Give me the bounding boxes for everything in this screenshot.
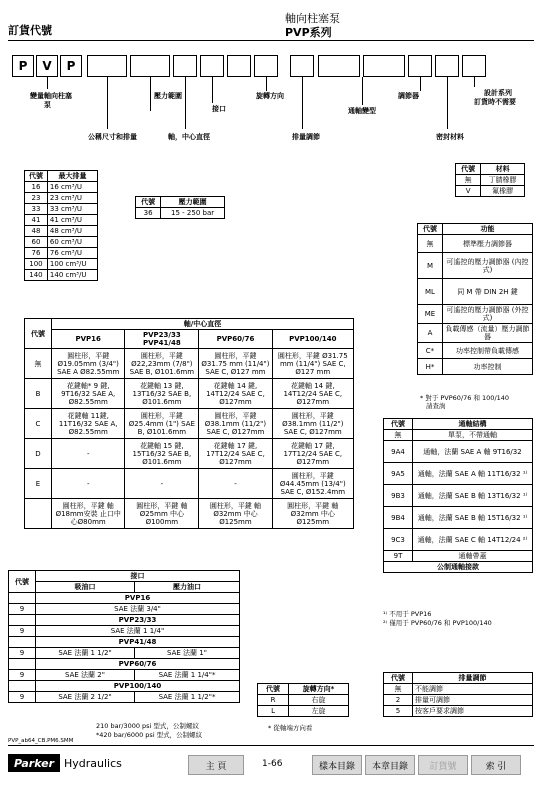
code-letter-p2: P	[60, 55, 82, 77]
code-box-design	[462, 55, 486, 77]
table-row: V 氟橡膠	[456, 186, 525, 197]
code-box-port	[200, 55, 224, 77]
chapter-toc-button[interactable]: 本章目錄	[365, 755, 415, 775]
code-box-through-2	[363, 55, 405, 77]
through-note-2: ²⁾ 僅用于 PVP60/76 和 PVP100/140	[383, 619, 492, 627]
code-letter-p1: P	[12, 55, 34, 77]
label-pump-adjust: 排量調節	[292, 133, 320, 141]
table-row: 41 41 cm³/U	[25, 215, 98, 226]
table-row: 9 SAE 法蘭 1 1/2" SAE 法蘭 1"	[9, 648, 240, 659]
home-button[interactable]: 主 頁	[188, 755, 244, 775]
table-row: 36 15 - 250 bar	[136, 208, 225, 219]
table-row: 9 SAE 法蘭 1 1/4"	[9, 626, 240, 637]
table-row: 9A4 通軸，法蘭 SAE A 軸 9T16/32	[384, 441, 533, 463]
page-title: 訂貨代號	[8, 24, 52, 37]
table-row: 140 140 cm³/U	[25, 270, 98, 281]
control-note-2: 請查詢	[426, 402, 446, 410]
product-subtitle: 軸向柱塞泵	[285, 12, 340, 25]
code-box-shaft	[173, 55, 197, 77]
control-table: 代號 功能 無 標準壓力調節器 M 可遙控的壓力調節器 (內控式) ML 同 M 帶 DIN 2H 鍵 ME 可遙控的壓力調節器 (外控式) A 負載傳感（流量）壓力調節器 C* 功率控制帶負載傳感 H* 功率控制	[417, 223, 533, 375]
label-control: 調節器	[398, 92, 419, 100]
pressure-table: 代號 壓力範圍 36 15 - 250 bar	[135, 196, 225, 219]
code-letter-v: V	[36, 55, 58, 77]
label-rotation: 旋轉方向	[256, 92, 284, 100]
table-row: 33 33 cm³/U	[25, 204, 98, 215]
header-rule	[8, 40, 534, 41]
table-row: R 右旋	[258, 695, 349, 706]
table-row: 9 SAE 法蘭 2" SAE 法蘭 1 1/4"*	[9, 670, 240, 681]
table-row: 60 60 cm³/U	[25, 237, 98, 248]
table-row: M 可遙控的壓力調節器 (內控式)	[418, 253, 533, 279]
code-box-pressure	[130, 55, 170, 77]
label-pressure-range: 壓力範圍	[154, 92, 182, 100]
code-box-sep	[227, 55, 251, 77]
table-row: ML 同 M 帶 DIN 2H 鍵	[418, 279, 533, 305]
label-design-2: 訂貨時不需要	[474, 98, 516, 106]
doc-id: PVP_ab64_CB.PM6.SMM	[8, 738, 74, 744]
table-row: 5 按客戶要求調節	[384, 706, 533, 717]
table-row: C* 功率控制帶負載傳感	[418, 343, 533, 359]
table-row: 9C3 通軸，法蘭 SAE C 軸 14T12/24 ²⁾	[384, 529, 533, 551]
table-row: 48 48 cm³/U	[25, 226, 98, 237]
table-row: 23 23 cm³/U	[25, 193, 98, 204]
table-row: 2 排量可調節	[384, 695, 533, 706]
table-row: 公制通軸接款	[384, 562, 533, 573]
code-box-control	[408, 55, 432, 77]
label-variable-pump-2: 泵	[44, 101, 51, 109]
order-code-button[interactable]: 訂貨號	[418, 755, 468, 775]
code-box-rotation	[254, 55, 278, 77]
parker-logo: Parker	[8, 754, 60, 772]
through-drive-table: 代號 通軸結構 無 單泵，不帶通軸 9A4 通軸，法蘭 SAE A 軸 9T16/32 9A5 通軸，法蘭 SAE A 軸 11T16/32 ¹⁾ 9B3 通軸，法蘭 SAE B 軸 13T16/32 ¹⁾ 9B4 通軸，法蘭 SAE B 軸 15T16/32 ¹⁾ 9C3 通軸，法蘭 SAE C 軸 14T12/24 ²⁾ 9T 通軸帶蓋 公制通軸接款	[383, 418, 533, 573]
label-port: 接口	[212, 105, 226, 113]
label-variable-pump: 變量軸向柱塞	[30, 92, 72, 100]
table-row: 9 SAE 法蘭 2 1/2" SAE 法蘭 1 1/2"*	[9, 692, 240, 703]
table-row: A 負載傳感（流量）壓力調節器	[418, 324, 533, 343]
table-row: 無 丁腈橡膠	[456, 175, 525, 186]
table-row: ME 可遙控的壓力調節器 (外控式)	[418, 305, 533, 324]
table-row: 9T 通軸帶蓋	[384, 551, 533, 562]
page-number: 1-66	[262, 759, 283, 769]
rotation-table: 代號 旋轉方向* R 右旋 L 左旋	[257, 683, 349, 717]
shaft-table: 代號 軸/中心直徑 PVP16 PVP23/33 PVP41/48 PVP60/76 PVP100/140 無 圓柱形，平鍵 Ø19.05mm (3/4") SAE A Ø82.55mm 圓柱形，平鍵 Ø22,23mm (7/8") SAE B, Ø101.6mm 圓柱形，平鍵 Ø31.75 mm (11/4") SAE C, Ø127 mm 圓柱形，平鍵 Ø31.75 mm (11/4") SAE C, Ø127 mm B 花鍵軸* 9 鍵, 9T16/32 SAE A, Ø82.55mm 花鍵軸 13 鍵, 13T16/32 SAE B, Ø101.6mm 花鍵軸 14 鍵, 14T12/24 SAE C, Ø127mm 花鍵軸 14 鍵, 14T12/24 SAE C, Ø127mm C 花鍵軸 11鍵, 11T16/32 SAE A, Ø82.55mm 圓柱形，平鍵 Ø25.4mm (1") SAE B, Ø101.6mm 圓柱形，平鍵 Ø38.1mm (11/2") SAE C, Ø127mm 圓柱形，平鍵 Ø38.1mm (11/2") SAE C, Ø127mm D - 花鍵軸 15 鍵, 15T16/32 SAE B, Ø101.6mm 花鍵軸 17 鍵, 17T12/24 SAE C, Ø127mm 花鍵軸 17 鍵, 17T12/24 SAE C, Ø127mm E - - - 圓柱形，平鍵 Ø44.45mm (13/4") SAE C, Ø152.4mm 圓柱形，平鍵 軸 Ø18mm安裝 止口中心Ø80mm 圓柱形，平鍵 軸 Ø25mm 中心Ø100mm 圓柱形，平鍵 軸 Ø32mm 中心Ø125mm 圓柱形，平鍵 軸 Ø32mm 中心Ø125mm	[24, 318, 354, 529]
catalog-toc-button[interactable]: 樣本目錄	[312, 755, 362, 775]
table-row: 無 不能調節	[384, 684, 533, 695]
table-row: 無 標準壓力調節器	[418, 235, 533, 253]
brand-suffix: Hydraulics	[64, 757, 122, 770]
label-shaft: 軸，中心直徑	[168, 133, 210, 141]
table-row: L 左旋	[258, 706, 349, 717]
table-row: H* 功率控制	[418, 359, 533, 375]
code-box-adjust	[290, 55, 314, 77]
control-note: * 對于 PVP60/76 和 100/140	[420, 394, 510, 402]
code-box-displacement	[87, 55, 127, 77]
table-row: 100 100 cm³/U	[25, 259, 98, 270]
table-row: D - 花鍵軸 15 鍵, 15T16/32 SAE B, Ø101.6mm 花鍵軸 17 鍵, 17T12/24 SAE C, Ø127mm 花鍵軸 17 鍵, 17T12/24 SAE C, Ø127mm	[25, 439, 354, 469]
code-box-seal	[435, 55, 459, 77]
table-row: 9B4 通軸，法蘭 SAE B 軸 15T16/32 ¹⁾	[384, 507, 533, 529]
index-button[interactable]: 索 引	[471, 755, 521, 775]
label-through-drive: 通軸變型	[348, 107, 376, 115]
through-note-1: ¹⁾ 不用于 PVP16	[383, 610, 432, 618]
product-series: PVP系列	[285, 26, 332, 39]
table-row: 9A5 通軸，法蘭 SAE A 軸 11T16/32 ¹⁾	[384, 463, 533, 485]
adjust-table: 代號 排量調節 無 不能調節 2 排量可調節 5 按客戶要求調節	[383, 672, 533, 717]
table-row: 9B3 通軸，法蘭 SAE B 軸 13T16/32 ¹⁾	[384, 485, 533, 507]
displacement-table: 代號 最大排量 16 16 cm³/U 23 23 cm³/U 33 33 cm³/U 41 41 cm³/U 48 48 cm³/U 60 60 cm³/U 76 76 cm³/U 100 100 cm³/U 140 140 cm³/U	[24, 170, 98, 281]
rotation-note: * 從軸端方向看	[268, 724, 313, 732]
table-row: 圓柱形，平鍵 軸 Ø18mm安裝 止口中心Ø80mm 圓柱形，平鍵 軸 Ø25mm 中心Ø100mm 圓柱形，平鍵 軸 Ø32mm 中心Ø125mm 圓柱形，平鍵 軸 Ø32mm 中心Ø125mm	[25, 499, 354, 529]
table-row: 76 76 cm³/U	[25, 248, 98, 259]
table-row: C 花鍵軸 11鍵, 11T16/32 SAE A, Ø82.55mm 圓柱形，平鍵 Ø25.4mm (1") SAE B, Ø101.6mm 圓柱形，平鍵 Ø38.1mm (11/2") SAE C, Ø127mm 圓柱形，平鍵 Ø38.1mm (11/2") SAE C, Ø127mm	[25, 409, 354, 439]
table-row: B 花鍵軸* 9 鍵, 9T16/32 SAE A, Ø82.55mm 花鍵軸 13 鍵, 13T16/32 SAE B, Ø101.6mm 花鍵軸 14 鍵, 14T12/24 SAE C, Ø127mm 花鍵軸 14 鍵, 14T12/24 SAE C, Ø127mm	[25, 379, 354, 409]
table-row: 16 16 cm³/U	[25, 182, 98, 193]
table-row: 無 圓柱形，平鍵 Ø19.05mm (3/4") SAE A Ø82.55mm 圓柱形，平鍵 Ø22,23mm (7/8") SAE B, Ø101.6mm 圓柱形，平鍵 Ø31.75 mm (11/4") SAE C, Ø127 mm 圓柱形，平鍵 Ø31.75 mm (11/4") SAE C, Ø127 mm	[25, 349, 354, 379]
label-seal: 密封材料	[436, 133, 464, 141]
table-row: 無 單泵，不帶通軸	[384, 430, 533, 441]
footer-rule	[8, 745, 534, 746]
label-displacement: 公稱尺寸和排量	[88, 133, 137, 141]
label-design: 設計系列	[484, 89, 512, 97]
port-note-1: 210 bar/3000 psi 型式，公制螺紋	[96, 722, 199, 730]
port-note-2: *420 bar/6000 psi 型式，公制螺紋	[96, 731, 203, 739]
seal-table: 代號 材料 無 丁腈橡膠 V 氟橡膠	[455, 163, 525, 197]
code-box-through-1	[318, 55, 360, 77]
port-table: 代號 接口 吸油口 壓力油口 PVP16 9 SAE 法蘭 3/4" PVP23/33 9 SAE 法蘭 1 1/4" PVP41/48 9 SAE 法蘭 1 1/2" SAE 法蘭 1" PVP60/76 9 SAE 法蘭 2" SAE 法蘭 1 1/4"* PVP100/140 9 SAE 法蘭 2 1/2" SAE 法蘭 1 1/2"*	[8, 570, 240, 703]
table-row: E - - - 圓柱形，平鍵 Ø44.45mm (13/4") SAE C, Ø152.4mm	[25, 469, 354, 499]
table-row: 9 SAE 法蘭 3/4"	[9, 604, 240, 615]
